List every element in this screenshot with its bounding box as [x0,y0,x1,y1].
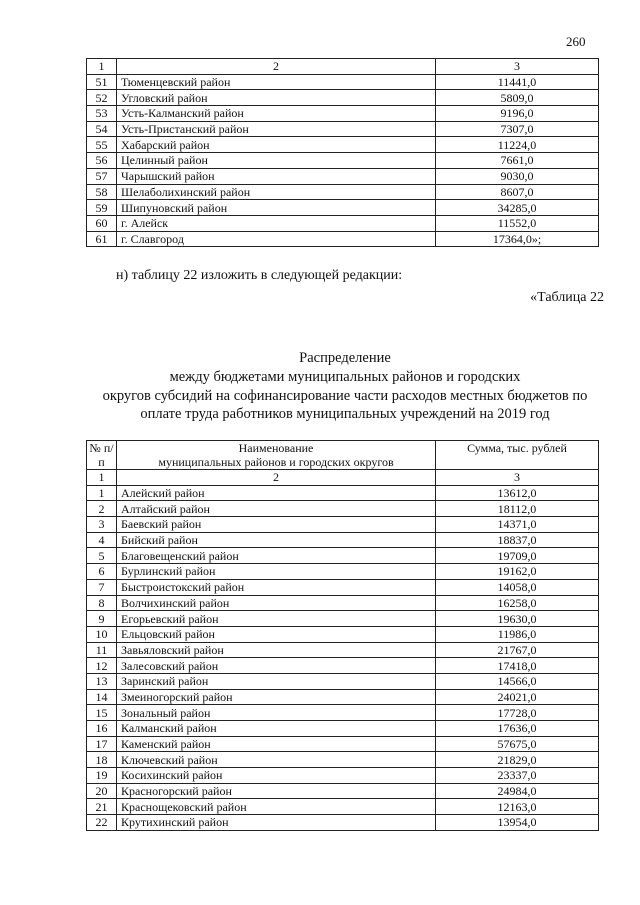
row-number: 57 [87,168,117,184]
row-amount: 12163,0 [436,799,599,815]
title-line: между бюджетами муниципальных районов и городских [169,368,521,385]
table-row [87,90,599,106]
row-number: 18 [87,752,117,768]
row-amount: 19630,0 [436,611,599,627]
row-number: 9 [87,611,117,627]
table-row [87,815,599,831]
row-amount: 7307,0 [436,121,599,137]
row-number: 19 [87,768,117,784]
row-amount: 57675,0 [436,736,599,752]
row-name: Усть-Пристанский район [117,121,436,137]
row-amount: 9030,0 [436,168,599,184]
table-row [87,485,599,501]
row-name: Баевский район [117,517,436,533]
page-number: 260 [566,34,586,49]
row-number: 53 [87,106,117,122]
table-row [87,184,599,200]
row-number: 3 [87,517,117,533]
row-name: Красногорский район [117,783,436,799]
row-amount: 19162,0 [436,564,599,580]
row-number: 15 [87,705,117,721]
row-number: 16 [87,721,117,737]
table-22 [86,440,599,831]
col-number: 1 [87,59,117,75]
row-amount: 19709,0 [436,548,599,564]
row-name: Бурлинский район [117,564,436,580]
title-line: оплате труда работников муниципальных учреждений на 2019 год [140,406,550,423]
row-number: 51 [87,74,117,90]
row-name: Зональный район [117,705,436,721]
row-name: Шипуновский район [117,200,436,216]
row-name: Хабарский район [117,137,436,153]
table-row [87,721,599,737]
row-name: г. Славгород [117,231,436,247]
table-row [87,548,599,564]
header-sum: Сумма, тыс. рублей [436,441,599,470]
row-number: 14 [87,689,117,705]
row-name: Краснощековский район [117,799,436,815]
row-amount: 11986,0 [436,626,599,642]
table-row [87,611,599,627]
table-header-row [87,59,599,75]
amendment-paragraph: н) таблицу 22 изложить в следующей редакции: [116,268,403,283]
row-amount: 13612,0 [436,485,599,501]
table-row [87,579,599,595]
header-name [117,441,436,470]
table-row [87,137,599,153]
row-name: Егорьевский район [117,611,436,627]
row-amount: 21829,0 [436,752,599,768]
table-row [87,736,599,752]
table-title [60,349,630,424]
row-amount: 24021,0 [436,689,599,705]
row-number: 7 [87,579,117,595]
row-number: 60 [87,215,117,231]
row-amount: 17728,0 [436,705,599,721]
table-row [87,501,599,517]
row-name: Заринский район [117,673,436,689]
table-row [87,783,599,799]
table-row [87,626,599,642]
row-amount: 9196,0 [436,106,599,122]
col-number: 1 [87,470,117,486]
row-name: Алейский район [117,485,436,501]
row-amount: 5809,0 [436,90,599,106]
row-name: Залесовский район [117,658,436,674]
row-amount: 14566,0 [436,673,599,689]
row-name: Быстроистокский район [117,579,436,595]
row-amount: 16258,0 [436,595,599,611]
col-number: 2 [117,59,436,75]
row-name: Змеиногорский район [117,689,436,705]
table-row [87,564,599,580]
header-num: № п/п [87,441,117,470]
row-number: 1 [87,485,117,501]
row-number: 22 [87,815,117,831]
row-amount: 34285,0 [436,200,599,216]
table-row [87,799,599,815]
row-amount: 11441,0 [436,74,599,90]
row-amount: 21767,0 [436,642,599,658]
row-name: Косихинский район [117,768,436,784]
row-number: 4 [87,532,117,548]
table-row [87,673,599,689]
row-amount: 24984,0 [436,783,599,799]
header-name-line2: муниципальных районов и городских округов [158,455,394,469]
row-number: 52 [87,90,117,106]
row-number: 5 [87,548,117,564]
row-amount: 18837,0 [436,532,599,548]
row-amount: 23337,0 [436,768,599,784]
table-row [87,689,599,705]
row-number: 55 [87,137,117,153]
row-amount: 13954,0 [436,815,599,831]
row-amount: 11224,0 [436,137,599,153]
table-label: «Таблица 22 [530,290,604,305]
row-name: Калманский район [117,721,436,737]
row-number: 17 [87,736,117,752]
title-line: округов субсидий на софинансирование части расходов местных бюджетов по [102,387,588,404]
row-number: 58 [87,184,117,200]
col-number: 2 [117,470,436,486]
row-number: 56 [87,153,117,169]
row-number: 11 [87,642,117,658]
row-name: Крутихинский район [117,815,436,831]
row-name: Алтайский район [117,501,436,517]
row-name: Ельцовский район [117,626,436,642]
row-name: Благовещенский район [117,548,436,564]
row-amount: 8607,0 [436,184,599,200]
row-amount: 14058,0 [436,579,599,595]
row-amount: 14371,0 [436,517,599,533]
row-number: 54 [87,121,117,137]
table-header-row [87,441,599,470]
row-number: 20 [87,783,117,799]
row-amount: 7661,0 [436,153,599,169]
row-name: Целинный район [117,153,436,169]
row-name: Бийский район [117,532,436,548]
row-name: Усть-Калманский район [117,106,436,122]
table-row [87,168,599,184]
table-row [87,517,599,533]
row-amount: 17636,0 [436,721,599,737]
row-amount: 17364,0»; [436,231,599,247]
row-name: Волчихинский район [117,595,436,611]
table-row [87,153,599,169]
table-row [87,768,599,784]
row-amount: 17418,0 [436,658,599,674]
table-row [87,106,599,122]
table-row [87,642,599,658]
row-name: Завьяловский район [117,642,436,658]
previous-table-continuation [86,58,599,247]
col-number: 3 [436,59,599,75]
row-number: 10 [87,626,117,642]
row-name: Ключевский район [117,752,436,768]
row-number: 13 [87,673,117,689]
row-number: 21 [87,799,117,815]
table-row [87,215,599,231]
row-number: 12 [87,658,117,674]
row-amount: 18112,0 [436,501,599,517]
row-name: Шелаболихинский район [117,184,436,200]
table-row [87,752,599,768]
row-name: Каменский район [117,736,436,752]
table-row [87,74,599,90]
header-name-line1: Наименование [238,441,314,455]
column-number-row [87,470,599,486]
row-number: 2 [87,501,117,517]
table-row [87,121,599,137]
table-row [87,595,599,611]
table-row [87,200,599,216]
row-amount: 11552,0 [436,215,599,231]
col-number: 3 [436,470,599,486]
row-number: 61 [87,231,117,247]
table-row [87,231,599,247]
table-row [87,705,599,721]
title-line: Распределение [299,350,391,366]
row-name: Угловский район [117,90,436,106]
row-name: Чарышский район [117,168,436,184]
row-number: 59 [87,200,117,216]
row-name: г. Алейск [117,215,436,231]
table-row [87,532,599,548]
row-name: Тюменцевский район [117,74,436,90]
row-number: 8 [87,595,117,611]
row-number: 6 [87,564,117,580]
table-row [87,658,599,674]
